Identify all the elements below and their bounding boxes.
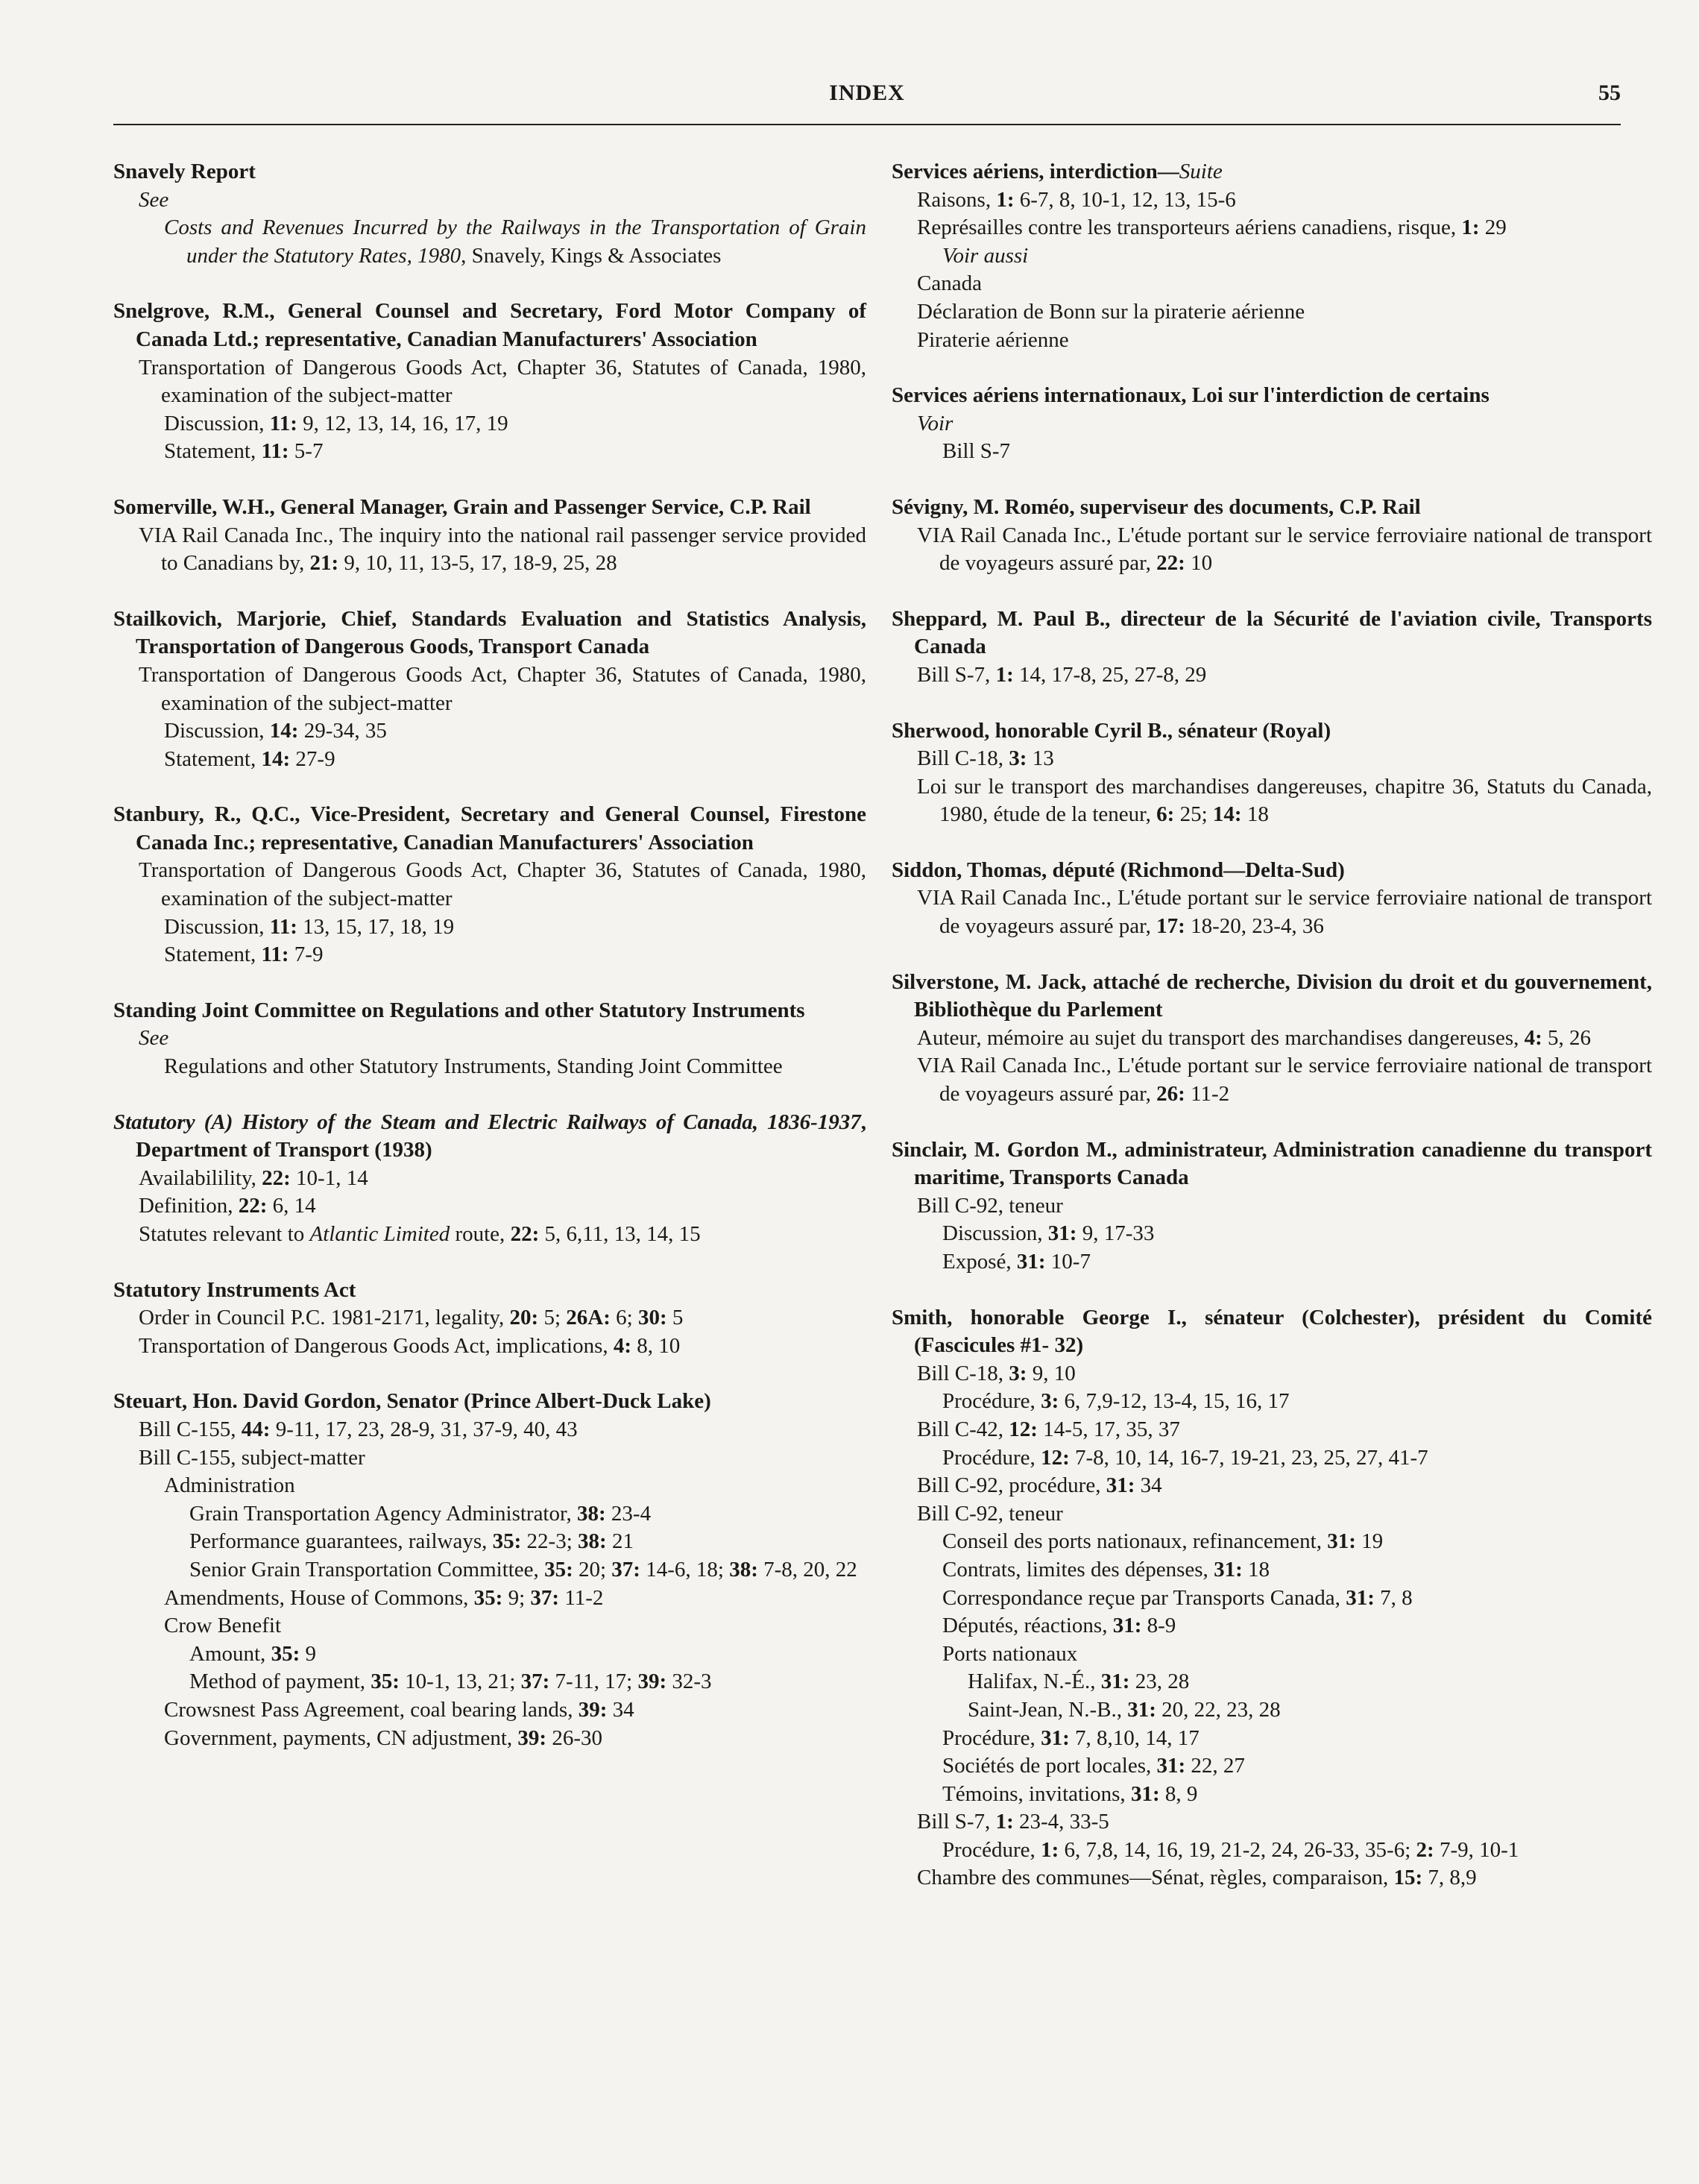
entry-heading: Sherwood, honorable Cyril B., sénateur (Royal)	[892, 718, 1331, 743]
entry-subline: Voir	[917, 411, 953, 435]
page-title: INDEX	[829, 81, 905, 105]
entry-heading: Sheppard, M. Paul B., directeur de la Sécurité de l'aviation civile, Transports Canada	[892, 606, 1652, 659]
entry-subline: Performance guarantees, railways, 35: 22-3; 38: 21	[189, 1529, 634, 1554]
index-entry	[892, 382, 1652, 466]
entry-subline: Bill S-7	[942, 439, 1011, 464]
index-entry	[113, 158, 866, 270]
index-entry	[892, 969, 1652, 1109]
entry-subline: Order in Council P.C. 1981-2171, legality, 20: 5; 26A: 6; 30: 5	[139, 1306, 684, 1330]
entry-subline: Crow Benefit	[164, 1614, 282, 1638]
entry-heading: Somerville, W.H., General Manager, Grain and Passenger Service, C.P. Rail	[113, 494, 811, 519]
entry-subline: VIA Rail Canada Inc., L'étude portant sur le service ferroviaire national de transport de voyageurs assuré par, 26: 11-2	[917, 1054, 1652, 1107]
entry-subline: Discussion, 11: 13, 15, 17, 18, 19	[164, 914, 455, 939]
entry-heading: Snavely Report	[113, 160, 256, 183]
entry-subline: Bill C-155, subject-matter	[139, 1445, 365, 1470]
entry-subline: Statutes relevant to Atlantic Limited route, 22: 5, 6,11, 13, 14, 15	[139, 1222, 701, 1246]
entry-subline: VIA Rail Canada Inc., L'étude portant sur le service ferroviaire national de transport de voyageurs assuré par, 22: 10	[917, 523, 1652, 576]
entry-subline: Halifax, N.-É., 31: 23, 28	[968, 1670, 1190, 1694]
index-entry	[113, 997, 866, 1081]
entry-subline: Chambre des communes—Sénat, règles, comparaison, 15: 7, 8,9	[917, 1866, 1477, 1890]
entry-subline: Bill C-92, teneur	[917, 1501, 1063, 1526]
entry-subline: See	[139, 1026, 169, 1051]
entry-subline: Government, payments, CN adjustment, 39: 26-30	[164, 1725, 602, 1750]
entry-subline: Crowsnest Pass Agreement, coal bearing lands, 39: 34	[164, 1697, 634, 1722]
page-number: 55	[1598, 81, 1621, 105]
entry-subline: Transportation of Dangerous Goods Act, Chapter 36, Statutes of Canada, 1980, examination of the subject-matter	[139, 355, 866, 408]
entry-subline: Discussion, 31: 9, 17-33	[942, 1221, 1155, 1246]
entry-subline: Contrats, limites des dépenses, 31: 18	[942, 1557, 1270, 1582]
index-entry	[892, 857, 1652, 941]
entry-subline: Procédure, 31: 7, 8,10, 14, 17	[942, 1725, 1200, 1750]
entry-subline: Discussion, 11: 9, 12, 13, 14, 16, 17, 19	[164, 411, 508, 435]
entry-subline: Procédure, 12: 7-8, 10, 14, 16-7, 19-21, 23, 25, 27, 41-7	[942, 1445, 1428, 1470]
index-entry	[113, 605, 866, 774]
entry-subline: Raisons, 1: 6-7, 8, 10-1, 12, 13, 15-6	[917, 187, 1236, 212]
entry-heading: Statutory Instruments Act	[113, 1277, 356, 1302]
entry-heading: Steuart, Hon. David Gordon, Senator (Prince Albert-Duck Lake)	[113, 1389, 711, 1414]
entry-subline: Statement, 11: 5-7	[164, 439, 324, 464]
page-header	[113, 81, 1621, 116]
entry-subline: Voir aussi	[942, 243, 1029, 268]
entry-heading: Smith, honorable George I., sénateur (Colchester), président du Comité (Fascicules #1- 32)	[892, 1305, 1652, 1358]
entry-subline: Bill S-7, 1: 23-4, 33-5	[917, 1810, 1109, 1834]
index-entry	[113, 1388, 866, 1752]
entry-heading: Standing Joint Committee on Regulations and other Statutory Instruments	[113, 998, 805, 1022]
left-column	[113, 158, 866, 1780]
entry-subline: Bill S-7, 1: 14, 17-8, 25, 27-8, 29	[917, 662, 1207, 687]
entry-subline: Costs and Revenues Incurred by the Railways in the Transportation of Grain under the Statutory Rates, 1980, Snavely, Kings & Associates	[164, 215, 866, 268]
entry-heading: Sinclair, M. Gordon M., administrateur, Administration canadienne du transport maritime, Transports Canada	[892, 1137, 1652, 1190]
entry-subline: Déclaration de Bonn sur la piraterie aérienne	[917, 299, 1305, 324]
entry-subline: Procédure, 1: 6, 7,8, 14, 16, 19, 21-2, 24, 26-33, 35-6; 2: 7-9, 10-1	[942, 1837, 1519, 1862]
entry-subline: VIA Rail Canada Inc., L'étude portant sur le service ferroviaire national de transport de voyageurs assuré par, 17: 18-20, 23-4, 36	[917, 886, 1652, 939]
entry-subline: Saint-Jean, N.-B., 31: 20, 22, 23, 28	[968, 1697, 1281, 1722]
index-entry	[892, 494, 1652, 578]
entry-subline: Sociétés de port locales, 31: 22, 27	[942, 1754, 1245, 1778]
entry-subline: Transportation of Dangerous Goods Act, implications, 4: 8, 10	[139, 1333, 681, 1358]
index-entry	[892, 717, 1652, 829]
entry-subline: Exposé, 31: 10-7	[942, 1250, 1091, 1274]
entry-subline: Procédure, 3: 6, 7,9-12, 13-4, 15, 16, 17	[942, 1389, 1290, 1414]
right-column	[892, 158, 1652, 1920]
entry-subline: Regulations and other Statutory Instruments, Standing Joint Committee	[164, 1054, 783, 1079]
entry-subline: Canada	[917, 271, 982, 296]
index-entry	[113, 1109, 866, 1249]
entry-subline: Bill C-42, 12: 14-5, 17, 35, 37	[917, 1417, 1180, 1441]
entry-subline: Availabilility, 22: 10-1, 14	[139, 1165, 368, 1190]
index-entry	[892, 1304, 1652, 1892]
entry-subline: See	[139, 187, 169, 212]
index-entry	[113, 801, 866, 969]
entry-heading: Silverstone, M. Jack, attaché de recherche, Division du droit et du gouvernement, Bibliothèque du Parlement	[892, 969, 1652, 1022]
entry-subline: Transportation of Dangerous Goods Act, Chapter 36, Statutes of Canada, 1980, examination of the subject-matter	[139, 858, 866, 911]
entry-heading: Stailkovich, Marjorie, Chief, Standards Evaluation and Statistics Analysis, Transportation of Dangerous Goods, Transport Canada	[113, 606, 866, 659]
entry-subline: Auteur, mémoire au sujet du transport des marchandises dangereuses, 4: 5, 26	[917, 1025, 1592, 1050]
entry-subline: Correspondance reçue par Transports Canada, 31: 7, 8	[942, 1585, 1413, 1610]
index-entry	[113, 494, 866, 578]
entry-subline: Piraterie aérienne	[917, 327, 1069, 352]
index-entry	[113, 1277, 866, 1361]
entry-subline: Conseil des ports nationaux, refinancement, 31: 19	[942, 1529, 1384, 1554]
entry-heading: Services aériens, interdiction—Suite	[892, 160, 1223, 183]
entry-heading: Sévigny, M. Roméo, superviseur des documents, C.P. Rail	[892, 494, 1421, 519]
index-entry	[892, 1136, 1652, 1277]
entry-subline: Discussion, 14: 29-34, 35	[164, 719, 387, 743]
entry-subline: Definition, 22: 6, 14	[139, 1194, 316, 1218]
entry-subline: Bill C-92, teneur	[917, 1193, 1063, 1218]
entry-subline: Statement, 14: 27-9	[164, 746, 335, 771]
entry-subline: Députés, réactions, 31: 8-9	[942, 1614, 1176, 1638]
entry-subline: VIA Rail Canada Inc., The inquiry into the national rail passenger service provided to Canadians by, 21: 9, 10, 11, 13-5, 17, 18-9, 25, 28	[139, 523, 866, 576]
entry-subline: Administration	[164, 1473, 295, 1498]
index-entry	[113, 298, 866, 466]
entry-heading: Siddon, Thomas, député (Richmond—Delta-Sud)	[892, 857, 1345, 882]
entry-subline: Method of payment, 35: 10-1, 13, 21; 37: 7-11, 17; 39: 32-3	[189, 1670, 712, 1694]
entry-subline: Témoins, invitations, 31: 8, 9	[942, 1781, 1198, 1806]
entry-subline: Amount, 35: 9	[189, 1641, 316, 1666]
entry-subline: Bill C-155, 44: 9-11, 17, 23, 28-9, 31, 37-9, 40, 43	[139, 1417, 578, 1441]
entry-heading: Statutory (A) History of the Steam and Electric Railways of Canada, 1836-1937, Department of Transport (1938)	[113, 1110, 866, 1162]
entry-subline: Amendments, House of Commons, 35: 9; 37: 11-2	[164, 1585, 604, 1610]
entry-heading: Services aériens internationaux, Loi sur l'interdiction de certains	[892, 383, 1490, 408]
entry-heading: Snelgrove, R.M., General Counsel and Secretary, Ford Motor Company of Canada Ltd.; representative, Canadian Manufacturers' Association	[113, 299, 866, 351]
entry-subline: Transportation of Dangerous Goods Act, Chapter 36, Statutes of Canada, 1980, examination of the subject-matter	[139, 662, 866, 715]
entry-subline: Bill C-18, 3: 13	[917, 746, 1054, 771]
entry-subline: Statement, 11: 7-9	[164, 942, 324, 967]
entry-subline: Bill C-92, procédure, 31: 34	[917, 1473, 1162, 1498]
entry-subline: Bill C-18, 3: 9, 10	[917, 1361, 1076, 1385]
entry-heading: Stanbury, R., Q.C., Vice-President, Secretary and General Counsel, Firestone Canada Inc.; representative, Canadian Manufacturers' Association	[113, 802, 866, 855]
index-entry	[892, 158, 1652, 354]
index-entry	[892, 605, 1652, 690]
entry-subline: Senior Grain Transportation Committee, 35: 20; 37: 14-6, 18; 38: 7-8, 20, 22	[189, 1557, 857, 1582]
entry-subline: Ports nationaux	[942, 1641, 1078, 1666]
header-rule	[113, 124, 1621, 125]
entry-subline: Représailles contre les transporteurs aériens canadiens, risque, 1: 29	[917, 215, 1507, 240]
entry-subline: Loi sur le transport des marchandises dangereuses, chapitre 36, Statuts du Canada, 1980, étude de la teneur, 6: 25; 14: 18	[917, 774, 1652, 827]
entry-subline: Grain Transportation Agency Administrator, 38: 23-4	[189, 1501, 652, 1526]
